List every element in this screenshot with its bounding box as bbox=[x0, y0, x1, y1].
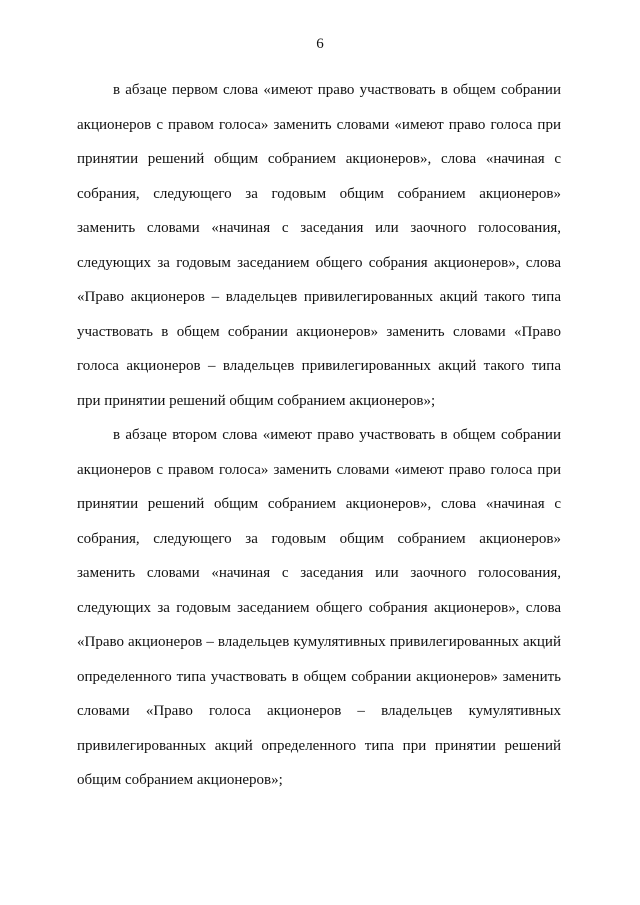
text-line: общим собранием акционеров»; bbox=[77, 772, 283, 788]
text-line: акционеров с правом голоса» заменить словами «имеют право голоса при bbox=[77, 116, 561, 133]
text-line: принятии решений общим собранием акционеров», слова «начиная с bbox=[77, 496, 561, 512]
page-number: 6 bbox=[316, 36, 324, 52]
text-line: привилегированных акций определенного типа при принятии решений bbox=[77, 737, 561, 754]
text-line: голоса акционеров – владельцев привилегированных акций такого типа bbox=[77, 358, 561, 374]
text-line: акционеров с правом голоса» заменить словами «имеют право голоса при bbox=[77, 461, 561, 478]
text-line: следующих за годовым заседанием общего собрания акционеров», слова bbox=[77, 599, 561, 616]
text-line: «Право акционеров – владельцев кумулятивных привилегированных акций bbox=[77, 634, 561, 650]
text-line: принятии решений общим собранием акционеров», слова «начиная с bbox=[77, 151, 561, 167]
text-line: участвовать в общем собрании акционеров» заменить словами «Право bbox=[77, 323, 561, 340]
document-body bbox=[77, 73, 561, 798]
text-line: словами «Право голоса акционеров – владельцев кумулятивных bbox=[77, 703, 561, 719]
paragraph-1 bbox=[77, 73, 561, 418]
text-line: собрания, следующего за годовым общим собранием акционеров» bbox=[77, 185, 561, 202]
text-line: в абзаце первом слова «имеют право участвовать в общем собрании bbox=[113, 82, 561, 98]
text-line: при принятии решений общим собранием акционеров»; bbox=[77, 392, 436, 409]
text-line: собрания, следующего за годовым общим собранием акционеров» bbox=[77, 530, 561, 547]
text-line: следующих за годовым заседанием общего собрания акционеров», слова bbox=[77, 254, 561, 271]
text-line: заменить словами «начиная с заседания или заочного голосования, bbox=[77, 565, 561, 581]
text-line: в абзаце втором слова «имеют право участвовать в общем собрании bbox=[113, 427, 561, 443]
text-line: заменить словами «начиная с заседания или заочного голосования, bbox=[77, 220, 561, 236]
text-line: «Право акционеров – владельцев привилегированных акций такого типа bbox=[77, 289, 561, 305]
text-line: определенного типа участвовать в общем собрании акционеров» заменить bbox=[77, 668, 561, 685]
paragraph-2 bbox=[77, 418, 561, 798]
